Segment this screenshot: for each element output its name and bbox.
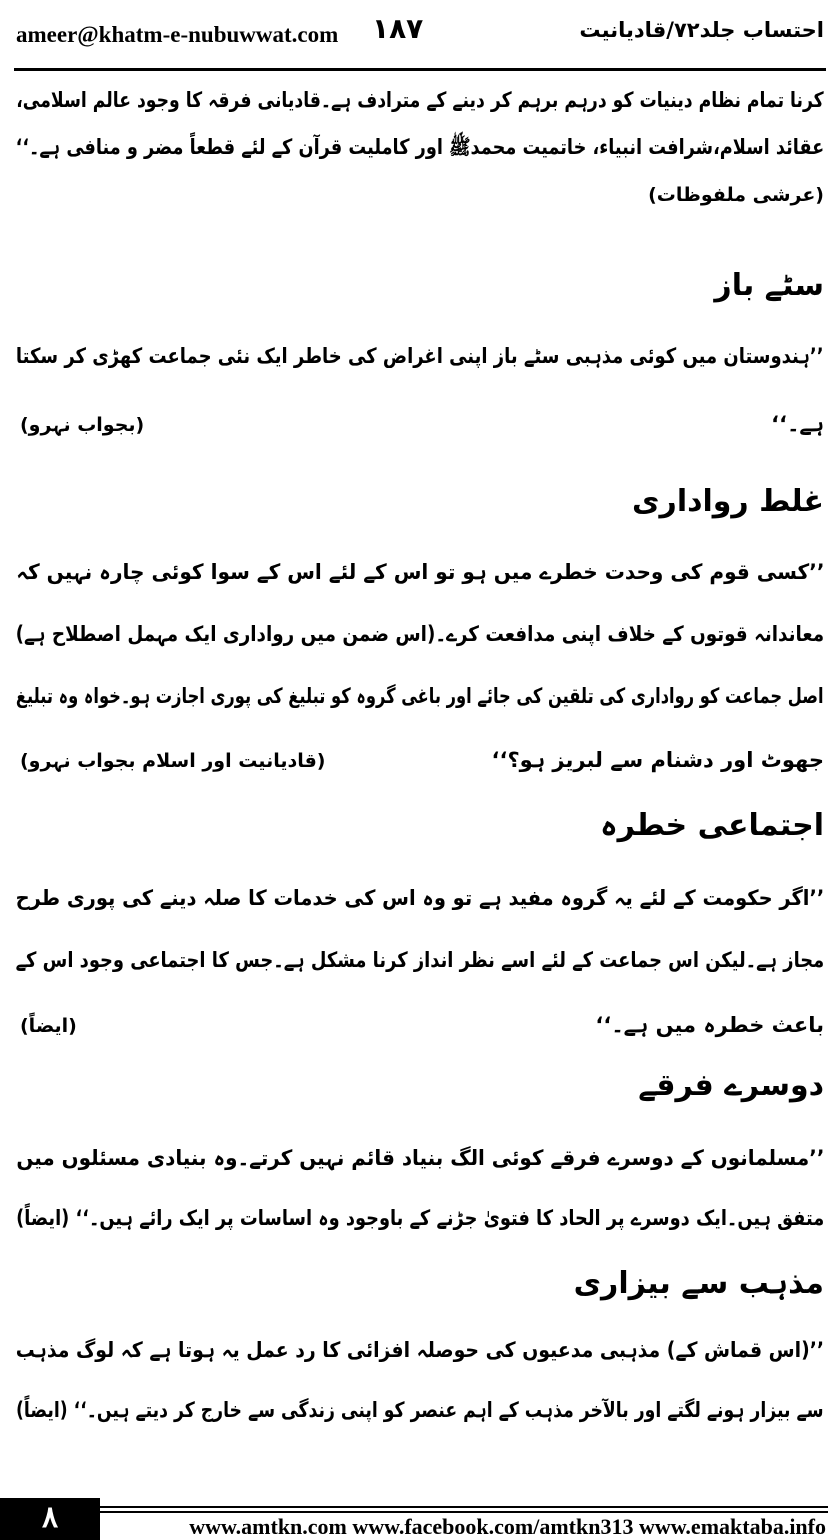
section-heading-ghalat-rawadari: غلط رواداری: [632, 484, 824, 519]
footer-page-number: ۸: [0, 1498, 100, 1540]
section-line: اصل جماعت کو رواداری کی تلقین کی جائے اور باغی گروہ کو تبلیغ کی پوری اجازت ہو۔خواہ وہ تبلیغ: [16, 684, 824, 708]
intro-reference: (عرشی ملفوظات): [648, 184, 824, 206]
section-reference: (بجواب نہرو): [20, 414, 145, 436]
intro-line: عقائد اسلام،شرافت انبیاء، خاتمیت محمدﷺ اور کاملیت قرآن کے لئے قطعاً مضر و منافی ہے۔‘‘: [15, 135, 824, 159]
section-line: سے بیزار ہونے لگتے اور بالآخر مذہب کے اہم عنصر کو اپنی زندگی سے خارج کر دیتے ہیں۔‘‘ (ایضاً): [16, 1398, 824, 1422]
section-line: معاندانہ قوتوں کے خلاف اپنی مدافعت کرے۔(اس ضمن میں رواداری ایک مہمل اصطلاح ہے): [15, 622, 824, 646]
section-last-line: ہے۔‘‘: [771, 412, 824, 436]
page-header: [0, 0, 840, 72]
section-line: مجاز ہے۔لیکن اس جماعت کے لئے اسے نظر انداز کرنا مشکل ہے۔جس کا اجتماعی وجود اس کے: [15, 948, 824, 972]
section-line: ’’مسلمانوں کے دوسرے فرقے کوئی الگ بنیاد قائم نہیں کرتے۔وہ بنیادی مسئلوں میں: [15, 1146, 824, 1170]
footer-website-links[interactable]: www.amtkn.com www.facebook.com/amtkn313 www.emaktaba.info: [189, 1514, 826, 1539]
section-line: متفق ہیں۔ایک دوسرے پر الحاد کا فتویٰ جڑنے کے باوجود وہ اساسات پر ایک رائے ہیں۔‘‘ (ایضاً): [15, 1206, 824, 1230]
page-footer: [0, 1490, 840, 1540]
section-heading-ijtimai-khatra: اجتماعی خطرہ: [600, 808, 824, 843]
section-heading-mazhab-se-bezari: مذہب سے بیزاری: [573, 1266, 824, 1301]
intro-line: کرنا تمام نظام دینیات کو درہم برہم کر دینے کے مترادف ہے۔قادیانی فرقہ کا وجود عالم اسلامی،: [16, 88, 824, 112]
section-line: ’’ہندوستان میں کوئی مذہبی سٹے باز اپنی اغراض کی خاطر ایک نئی جماعت کھڑی کر سکتا: [16, 344, 824, 368]
section-line: ’’کسی قوم کی وحدت خطرے میں ہو تو اس کے لئے اس کے سوا کوئی چارہ نہیں کہ: [15, 560, 824, 584]
footer-divider: [100, 1511, 828, 1513]
section-line: ’’(اس قماش کے) مذہبی مدعیوں کی حوصلہ افزائی کا رد عمل یہ ہوتا ہے کہ لوگ مذہب: [15, 1338, 824, 1362]
footer-divider: [100, 1506, 828, 1508]
section-last-line: باعث خطرہ میں ہے۔‘‘: [595, 1013, 824, 1037]
section-last-line: جھوٹ اور دشنام سے لبریز ہو؟‘‘: [491, 748, 824, 772]
section-reference: (ایضاً): [20, 1015, 77, 1037]
section-heading-satte-baaz: سٹے باز: [714, 268, 824, 303]
header-email[interactable]: ameer@khatm-e-nubuwwat.com: [16, 22, 339, 47]
section-heading-doosre-firqe: دوسرے فرقے: [638, 1068, 824, 1103]
section-reference: (قادیانیت اور اسلام بجواب نہرو): [20, 750, 326, 772]
header-page-number: ۱۸۷: [372, 12, 424, 45]
header-title: احتساب جلد۷۲/قادیانیت: [579, 18, 824, 42]
header-divider: [14, 68, 826, 71]
section-line: ’’اگر حکومت کے لئے یہ گروہ مفید ہے تو وہ اس کی خدمات کا صلہ دینے کی پوری طرح: [15, 886, 824, 910]
